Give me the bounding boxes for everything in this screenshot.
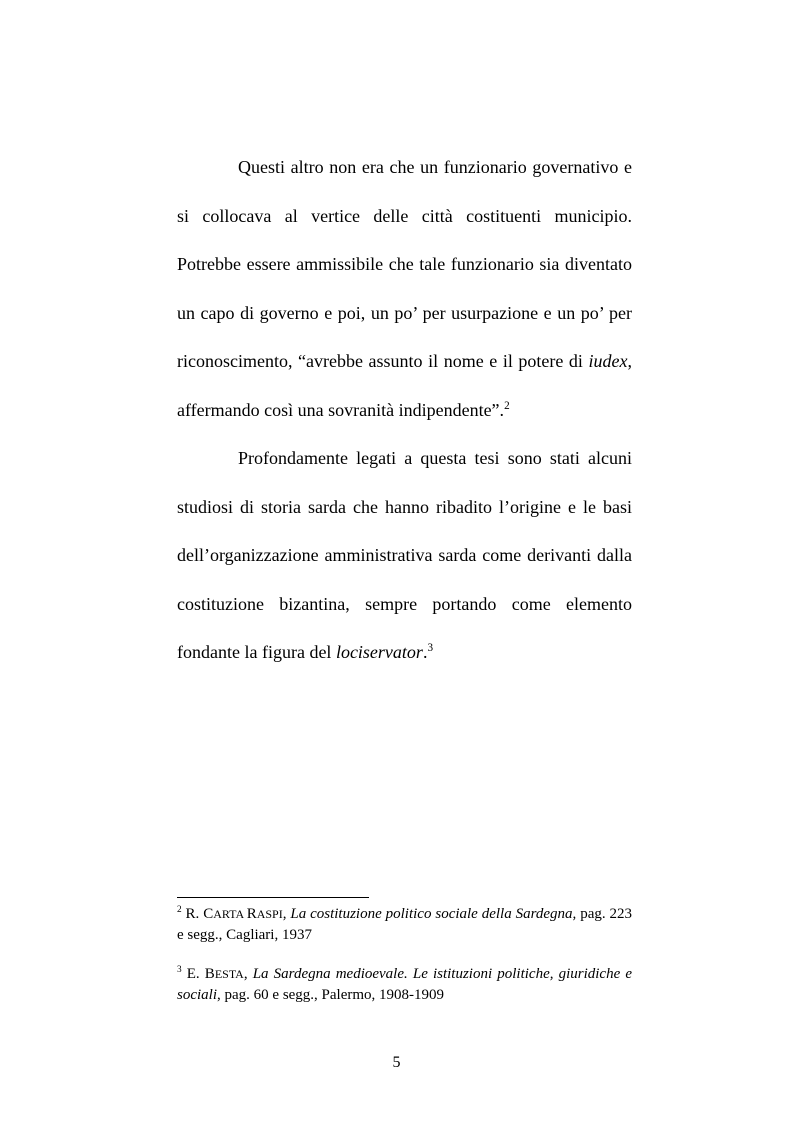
footnote-separator-comma: , xyxy=(243,966,253,982)
term-iudex: iudex xyxy=(588,351,628,371)
footnote-3 xyxy=(177,964,632,1006)
page-number: 5 xyxy=(392,1054,401,1071)
footnote-author: CARTA RASPI xyxy=(203,906,283,922)
footnote-title: La Sardegna medioevale. Le istituzioni politiche, giuridiche e sociali xyxy=(177,966,633,1003)
paragraph-2 xyxy=(177,434,632,677)
footnote-author-initial: E. xyxy=(186,966,205,982)
footnote-ref-2[interactable]: 2 xyxy=(504,399,510,412)
paragraph-2-text-b: . xyxy=(422,642,428,662)
footnote-ref-3[interactable]: 3 xyxy=(427,642,434,654)
paragraph-2-text-a: Profondamente legati a questa tesi sono stati alcuni studiosi di storia sarda che hanno ribadito l’origine e le basi dell’organizzazione amministrativa sarda come derivanti dalla costituzione bizantina, sempre portando come elemento fondante la figura del xyxy=(177,448,632,662)
footnote-number: 2 xyxy=(177,905,182,915)
footnote-details: , pag. 60 e segg., Palermo, 1908-1909 xyxy=(217,987,445,1003)
footnote-details: pag. 223 e segg., Cagliari, 1937 xyxy=(177,906,632,943)
footnote-separator-comma: , xyxy=(282,906,291,922)
footnote-title: La costituzione politico sociale della Sardegna, xyxy=(290,906,577,922)
paragraph-1-text-a: Questi altro non era che un funzionario governativo e si collocava al vertice delle città costituenti municipio. Potrebbe essere ammissibile che tale funzionario sia diventato un capo di governo e poi, un po’ per usurpazione e un po’ per riconoscimento, “avrebbe assunto il nome e il potere di xyxy=(177,157,632,371)
footnote-author: BESTA xyxy=(204,966,244,982)
main-text xyxy=(177,143,632,677)
footnotes xyxy=(177,904,632,1024)
footnote-2 xyxy=(177,904,632,946)
paragraph-1-text-b: , affermando così una sovranità indipendente”. xyxy=(177,351,632,420)
footnote-separator xyxy=(177,897,369,898)
paragraph-1 xyxy=(177,143,632,434)
footnote-author-initial: R. xyxy=(185,906,204,922)
term-lociservator: lociservator xyxy=(335,642,423,662)
footnote-number: 3 xyxy=(177,965,182,975)
